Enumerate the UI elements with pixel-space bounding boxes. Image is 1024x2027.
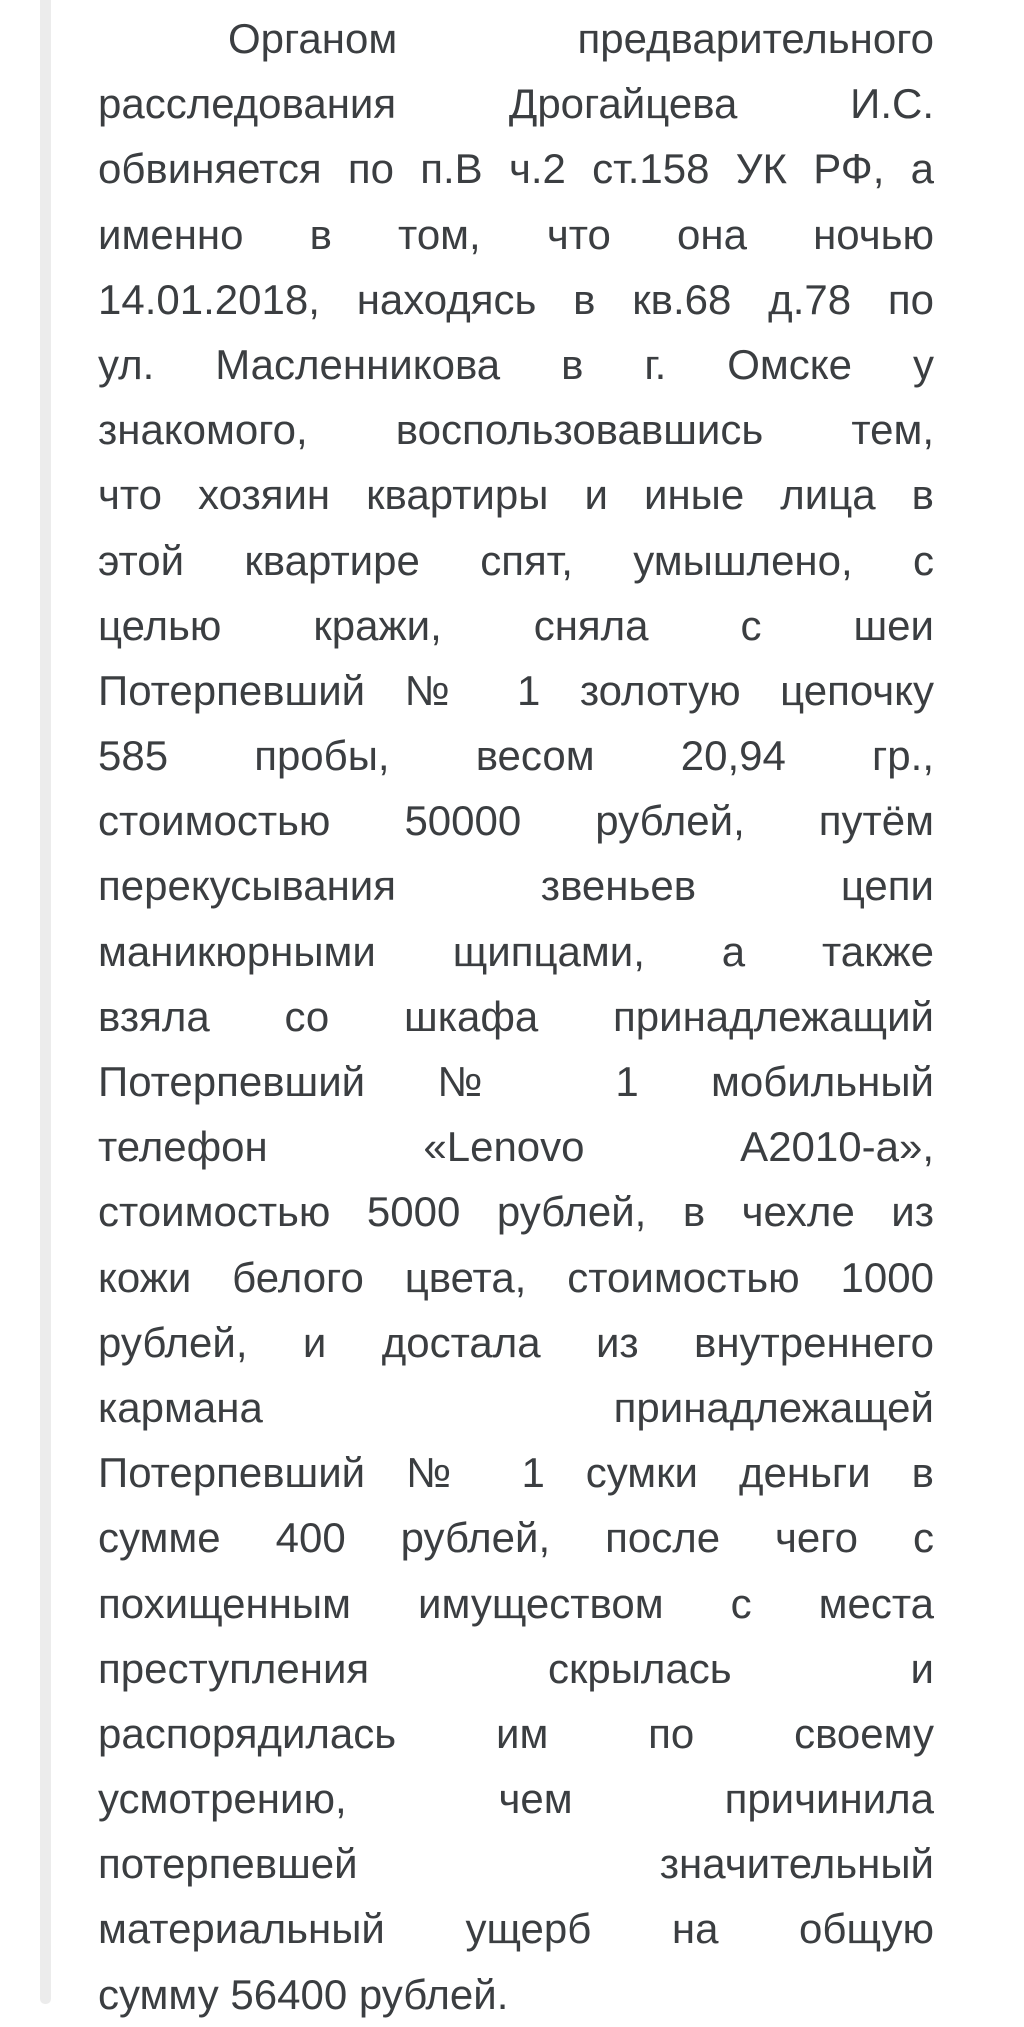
text-line: Органом предварительного (228, 15, 934, 62)
text-line: ул. Масленникова в г. Омске у (98, 340, 934, 388)
text-line: преступления скрылась и (98, 1644, 934, 1692)
text-line: телефон «Lenovo А2010-а», (98, 1123, 934, 1171)
text-line: стоимостью 5000 рублей, в чехле из (98, 1188, 934, 1236)
text-line: похищенным имуществом с места (98, 1579, 934, 1627)
text-line: Потерпевший № 1 золотую цепочку (98, 666, 934, 714)
text-line: потерпевшей значительный (98, 1840, 934, 1888)
text-line: сумме 400 рублей, после чего с (98, 1514, 934, 1562)
text-line: расследования Дрогайцева И.С. (98, 80, 934, 128)
text-line: маникюрными щипцами, а также (98, 927, 934, 975)
text-line: сумму 56400 рублей. (98, 1970, 509, 2018)
text-line: взяла со шкафа принадлежащий (98, 992, 934, 1040)
text-line: именно в том, что она ночью (98, 210, 934, 258)
text-line: кожи белого цвета, стоимостью 1000 (98, 1253, 934, 1301)
page-edge-strip (40, 0, 51, 2004)
text-line: Потерпевший № 1 сумки деньги в (98, 1449, 934, 1497)
text-line: распорядилась им по своему (98, 1709, 934, 1757)
text-line: перекусывания звеньев цепи (98, 862, 934, 910)
document-text (98, 6, 934, 2027)
text-line: Потерпевший № 1 мобильный (98, 1058, 934, 1105)
text-line: целью кражи, сняла с шеи (98, 601, 934, 649)
text-line: материальный ущерб на общую (98, 1905, 934, 1953)
text-line: 14.01.2018, находясь в кв.68 д.78 по (98, 275, 934, 323)
text-line: знакомого, воспользовавшись тем, (98, 406, 934, 454)
text-line: усмотрению, чем причинила (98, 1775, 934, 1823)
text-line: этой квартире спят, умышлено, с (98, 536, 934, 584)
text-line: кармана принадлежащей (98, 1383, 934, 1431)
text-line: обвиняется по п.В ч.2 ст.158 УК РФ, а (98, 145, 934, 193)
text-line: что хозяин квартиры и иные лица в (98, 471, 934, 519)
text-line: стоимостью 50000 рублей, путём (98, 797, 934, 845)
text-line: рублей, и достала из внутреннего (98, 1318, 934, 1366)
text-line: 585 пробы, весом 20,94 гр., (98, 732, 934, 780)
